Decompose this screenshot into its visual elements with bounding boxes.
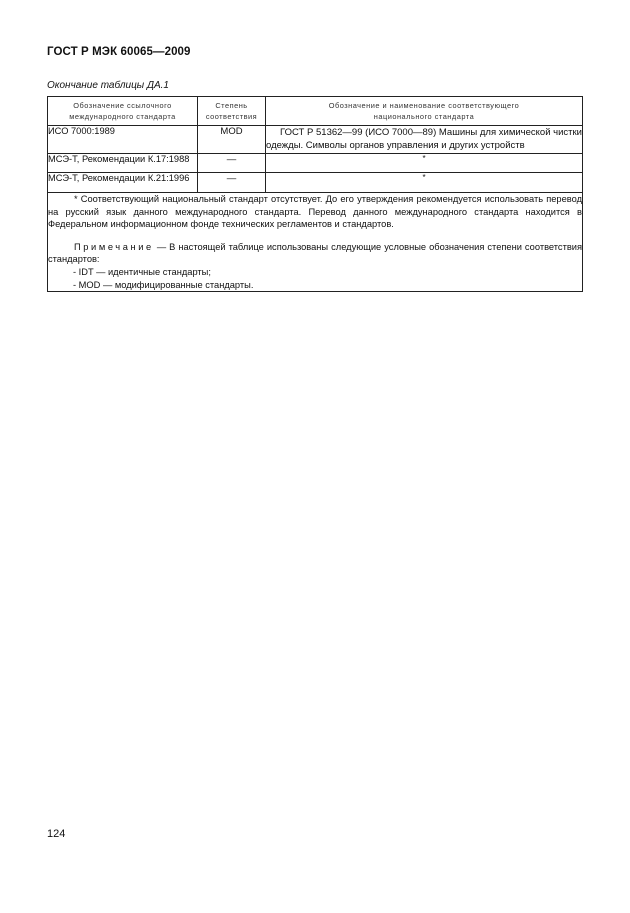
header-degree: Степень соответствия [198, 97, 266, 126]
page-number: 124 [47, 828, 66, 840]
table-row [48, 173, 583, 193]
cell-ref: МСЭ-Т, Рекомендации К.17:1988 [48, 154, 198, 173]
cell-national: ГОСТ Р 51362—99 (ИСО 7000—89) Машины для химической чистки одежды. Символы органов управления и других устройств [266, 126, 583, 154]
list-item: - IDT — идентичные стандарты; [73, 266, 211, 277]
cell-ref: МСЭ-Т, Рекомендации К.21:1996 [48, 173, 198, 193]
footnote-text: * Соответствующий национальный стандарт отсутствует. До его утверждения рекомендуется использовать перевод на русский язык данного международного стандарта. Перевод данного международного стандарта находится в Федеральном информационном фонде технических регламентов и стандартов. [48, 194, 582, 230]
table-row [48, 126, 583, 154]
notes-cell [48, 193, 583, 292]
header-international-standard: Обозначение ссылочного международного стандарта [48, 97, 198, 126]
cell-national: * [266, 173, 583, 193]
table-caption: Окончание таблицы ДА.1 [47, 80, 169, 91]
note-text: — В настоящей таблице использованы следующие условные обозначения степени соответствия стандартов: [48, 241, 582, 265]
reference-table [47, 96, 583, 292]
document-header: ГОСТ Р МЭК 60065—2009 [47, 46, 191, 58]
cell-degree: MOD [198, 126, 266, 154]
header-national-standard: Обозначение и наименование соответствующего национального стандарта [266, 97, 583, 126]
note-label: Примечание [74, 241, 154, 252]
cell-national: * [266, 154, 583, 173]
notes-row [48, 193, 583, 292]
cell-degree: — [198, 173, 266, 193]
table-header-row [48, 97, 583, 126]
list-item: - MOD — модифицированные стандарты. [73, 279, 254, 290]
cell-degree: — [198, 154, 266, 173]
note-paragraph [48, 241, 582, 266]
table-row [48, 154, 583, 173]
cell-ref: ИСО 7000:1989 [48, 126, 198, 154]
